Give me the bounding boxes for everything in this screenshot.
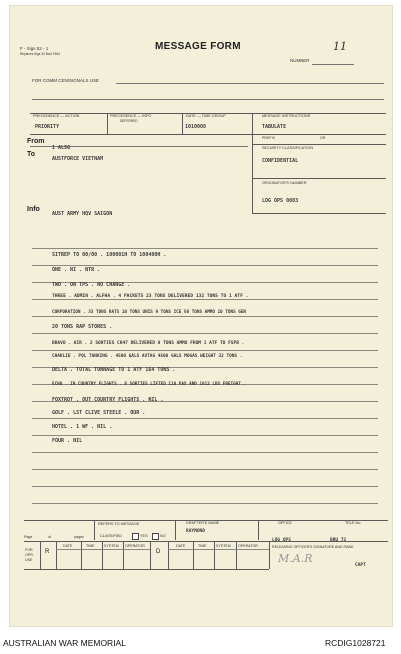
- dtg-value: 1010008: [185, 124, 207, 130]
- col-div: [102, 541, 103, 569]
- col-date-r: DATE: [63, 544, 73, 548]
- instructions-label: MESSAGE INSTRUCTIONS: [262, 114, 311, 118]
- body-line: BRAVO . AIR . 2 SORTIES CH47 DELIVERED 8 TONS AMMO FROM 1 ATF TO FSPB .: [52, 341, 245, 346]
- form-code-sub: Replaces Sigs 34 Mod 1964: [20, 52, 60, 56]
- col-head-rule: [56, 549, 150, 550]
- body-line: ONE . NI . NTR .: [52, 267, 101, 273]
- security-value: CONFIDENTIAL: [262, 158, 299, 164]
- precedence-action-label: PRECEDENCE — ACTION: [33, 114, 80, 118]
- precedence-action-value: PRIORITY: [35, 124, 60, 130]
- to-value: AUSTFORCE VIETNAM: [52, 156, 104, 162]
- body-line: 20 TONS RAP STORES .: [52, 324, 113, 330]
- body-line: GOLF . LST CLIVE STEELE . OUR .: [52, 410, 146, 416]
- header-div-1: [107, 113, 108, 134]
- col-div: [123, 541, 124, 569]
- yes-label: YES: [140, 534, 148, 538]
- releasing-rank: CAPT: [355, 563, 366, 568]
- col-operator-d: OPERATOR: [238, 544, 258, 548]
- form-code: F - Sigs 52 - 1: [20, 46, 49, 51]
- col-div: [236, 541, 237, 569]
- cols-top-rule: [24, 541, 388, 542]
- col-system-d: SYSTEM: [216, 544, 231, 548]
- header-div-3: [252, 113, 253, 213]
- body-line: SITREP TO 00/00 . 100001H TO 100400H .: [52, 252, 167, 258]
- body-line: FOXTROT . OUT COUNTRY FLIGHTS . NIL .: [52, 397, 164, 403]
- office-label: OFFICE: [278, 521, 292, 525]
- precedence-info-sub: DEFERRED: [120, 119, 138, 123]
- security-rule: [252, 178, 386, 179]
- from-label: From: [27, 138, 45, 145]
- page-label: Page: [24, 535, 33, 539]
- comm-rule: [32, 99, 384, 100]
- originator-value: LOG OPS 0083: [262, 198, 299, 204]
- text-rule: [32, 265, 378, 266]
- col-date-d: DATE: [176, 544, 186, 548]
- for-opr-label: FOR OPR. USE: [25, 548, 34, 562]
- originator-rule: [252, 213, 386, 214]
- number-value: 11: [333, 40, 347, 53]
- prefix-label: PREFIX: [262, 136, 275, 140]
- footer-right: RCDIG1028721: [325, 638, 386, 648]
- number-label: NUMBER: [290, 58, 310, 63]
- bottom-div-2: [175, 520, 176, 540]
- releasing-label: RELEASING OFFICER'S SIGNATURE AND RANK: [272, 545, 354, 549]
- text-rule: [32, 248, 378, 249]
- text-rule: [32, 435, 378, 436]
- classified-yes-checkbox[interactable]: [132, 533, 139, 540]
- refers-label: REFERS TO MESSAGE: [98, 522, 140, 526]
- cols-bottom-rule: [24, 569, 269, 570]
- d-div: [168, 541, 169, 569]
- info-label: Info: [27, 206, 40, 213]
- dtg-label: DATE — TIME GROUP: [186, 114, 226, 118]
- office-value: LOG OPS: [272, 538, 291, 543]
- instructions-value: TABULATE: [262, 124, 287, 130]
- d-label: D: [156, 549, 161, 555]
- body-line: CHARLIE . POL TANKING . 4500 GALS AVTAG 4500 GALS MOGAS WEIGHT 32 TONS .: [52, 354, 243, 359]
- bottom-div-3: [258, 520, 259, 540]
- text-rule: [32, 299, 378, 300]
- col-time-r: TIME: [86, 544, 95, 548]
- body-line: THREE . ADMIN . ALFHA . 4 PACKETS 23 TONS DELIVERED 132 TONS TO 1 ATF .: [52, 294, 249, 299]
- originator-label: ORIGINATOR'S NUMBER: [262, 181, 307, 185]
- opr-div: [40, 541, 41, 569]
- r-div: [56, 541, 57, 569]
- security-label: SECURITY CLASSIFICATION: [262, 146, 314, 150]
- col-div: [269, 541, 270, 569]
- no-label: NO: [160, 534, 166, 538]
- info-value: AUST ARMY HQV SAIGON: [52, 211, 113, 217]
- col-div: [214, 541, 215, 569]
- number-underline: [312, 64, 354, 65]
- col-system-r: SYSTEM: [104, 544, 119, 548]
- r-label: R: [45, 549, 50, 555]
- text-rule: [32, 486, 378, 487]
- gr-label: GR: [320, 136, 326, 140]
- bottom-div-1: [94, 520, 95, 540]
- text-rule: [32, 469, 378, 470]
- body-line: CORPORATION . 33 TONS RATS 10 TONS UNIS 9 TONS ICE 50 TONS AMMO 10 TONS GEN: [52, 310, 247, 315]
- body-line: FOUR . NIL: [52, 438, 83, 444]
- comm-underline: [116, 83, 384, 84]
- header-div-2: [182, 113, 183, 134]
- tele-value: BRU 72: [330, 538, 347, 543]
- signature: M.A.R: [278, 552, 313, 565]
- tele-label: TELE No.: [345, 521, 362, 525]
- col-div: [150, 541, 151, 569]
- classified-no-checkbox[interactable]: [152, 533, 159, 540]
- body-line: TWO . ON TPS . NO CHANGE .: [52, 282, 131, 288]
- footer-left: AUSTRALIAN WAR MEMORIAL: [3, 638, 126, 648]
- prefix-rule: [252, 144, 386, 145]
- text-rule: [32, 452, 378, 453]
- comm-label: FOR COMM CEN/SIGNALS USE: [32, 78, 100, 83]
- from-value: 1 ALSG: [52, 145, 71, 151]
- body-line: ECHO . IN COUNTRY FLIGHTS . 6 SORTIES LIFTED 110 PAX AND 1012 LBS FREIGHT .: [52, 382, 247, 387]
- body-line: DELTA . TOTAL TONNAGE TO 1 ATF 164 TONS .: [52, 367, 176, 373]
- of-label: of: [48, 535, 51, 539]
- col-div: [193, 541, 194, 569]
- drafter-value: RAYMOND: [186, 529, 205, 534]
- col-head-rule: [168, 549, 269, 550]
- body-line: HOTEL . 1 WF . NIL .: [52, 424, 113, 430]
- col-time-d: TIME: [198, 544, 207, 548]
- text-rule: [32, 350, 378, 351]
- text-rule: [32, 333, 378, 334]
- text-rule: [32, 418, 378, 419]
- pages-label: pages: [74, 535, 84, 539]
- classified-label: CLASSIFIED: [100, 534, 123, 538]
- header-bottom-rule: [30, 134, 386, 135]
- drafter-label: DRAFTER'S NAME: [186, 521, 220, 525]
- text-rule: [32, 316, 378, 317]
- text-rule: [32, 503, 378, 504]
- col-operator-r: OPERATOR: [125, 544, 145, 548]
- form-title: MESSAGE FORM: [155, 41, 241, 52]
- col-div: [81, 541, 82, 569]
- precedence-info-label: PRECEDENCE — INFO: [110, 114, 152, 118]
- to-label: To: [27, 151, 36, 158]
